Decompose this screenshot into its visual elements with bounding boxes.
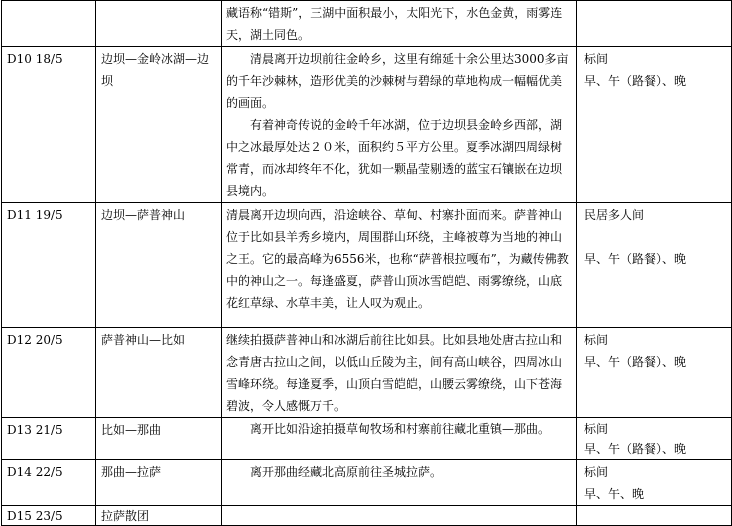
description-paragraph: 离开比如沿途拍摄草甸牧场和村寨前往藏北重镇—那曲。: [250, 422, 551, 436]
description-cell: [222, 506, 577, 526]
description-paragraph: 清晨离开边坝向西，沿途峡谷、草甸、村寨扑面而来。萨普神山位于比如县羊秀乡境内，周围群山环绕，主峰被尊为当地的神山之王。它的最高峰为6556米，也称“萨普根拉嘎布”，为藏传佛教中的神山之一。每逢盛夏，萨普山顶冰雪皑皑、雨雾缭绕，山底花红草绿、水草丰美，让人叹为观止。: [226, 208, 569, 310]
lodging-meals-cell: [577, 203, 732, 328]
description-paragraph: 离开那曲经藏北高原前往圣城拉萨。: [250, 465, 443, 479]
table-row: [2, 506, 732, 526]
lodging-line: 民居多人间: [584, 208, 645, 222]
lodging-meals-cell: [577, 460, 732, 506]
description-cell: [222, 418, 577, 460]
description-cell: [222, 328, 577, 418]
description-paragraph: 继续拍摄萨普神山和冰湖后前往比如县。比如县地处唐古拉山和念青唐古拉山之间，以低山丘陵为主，间有高山峡谷，四周冰山雪峰环绕。每逢夏季，山顶白雪皑皑，山腰云雾缭绕，山下苍海碧波，令人感慨万千。: [226, 333, 563, 413]
itinerary-table: [1, 0, 732, 526]
description-cell: [222, 47, 577, 203]
meals-line: 早、午、晚: [584, 487, 645, 501]
lodging-meals-cell: [577, 328, 732, 418]
day-cell: D12 20/5: [2, 328, 96, 418]
route-cell: 萨普神山—比如: [96, 328, 222, 418]
meals-line: 早、午（路餐）、晚: [584, 355, 687, 369]
route-cell: 边坝—金岭冰湖—边坝: [96, 47, 222, 203]
lodging-meals-cell: [577, 506, 732, 526]
lodging-line: 标间: [584, 52, 609, 66]
description-cell: [222, 203, 577, 328]
day-cell: D14 22/5: [2, 460, 96, 506]
day-cell: D11 19/5: [2, 203, 96, 328]
lodging-meals-cell: [577, 47, 732, 203]
description-cell: [222, 460, 577, 506]
lodging-line: 标间: [584, 465, 609, 479]
table-row: [2, 460, 732, 506]
table-row: [2, 203, 732, 328]
description-paragraph: 藏语称“错斯”，三湖中面积最小，太阳光下，水色金黄，雨雾连天，湖土同色。: [226, 6, 563, 42]
meals-line: 早、午（路餐）、晚: [584, 74, 687, 88]
route-cell: 比如—那曲: [96, 418, 222, 460]
meals-line: 早、午（路餐）、晚: [584, 252, 687, 266]
lodging-meals-cell: [577, 418, 732, 460]
description-paragraph: 清晨离开边坝前往金岭乡，这里有绵延十余公里达3000多亩的千年沙棘林，造形优美的沙棘树与碧绿的草地构成一幅幅优美的画面。: [226, 52, 569, 110]
lodging-meals-cell: [577, 1, 732, 47]
day-cell: D13 21/5: [2, 418, 96, 460]
description-paragraph: 有着神奇传说的金岭千年冰湖，位于边坝县金岭乡西部，湖中之冰最厚处达２０米，面积约５平方公里。夏季冰湖四周绿树常青，而冰却终年不化，犹如一颗晶莹剔透的蓝宝石镶嵌在边坝县境内。: [226, 118, 563, 198]
route-cell: [96, 1, 222, 47]
spacer-line: [584, 226, 728, 248]
day-cell: D10 18/5: [2, 47, 96, 203]
table-row: [2, 328, 732, 418]
table-row: [2, 1, 732, 47]
day-cell: D15 23/5: [2, 506, 96, 526]
description-cell: [222, 1, 577, 47]
route-cell: 拉萨散团: [96, 506, 222, 526]
table-row: [2, 418, 732, 460]
route-cell: 那曲—拉萨: [96, 460, 222, 506]
meals-line: 早、午（路餐）、晚: [584, 442, 687, 456]
itinerary-body: [2, 1, 732, 526]
lodging-line: 标间: [584, 422, 609, 436]
day-cell: [2, 1, 96, 47]
route-cell: 边坝—萨普神山: [96, 203, 222, 328]
lodging-line: 标间: [584, 333, 609, 347]
table-row: [2, 47, 732, 203]
